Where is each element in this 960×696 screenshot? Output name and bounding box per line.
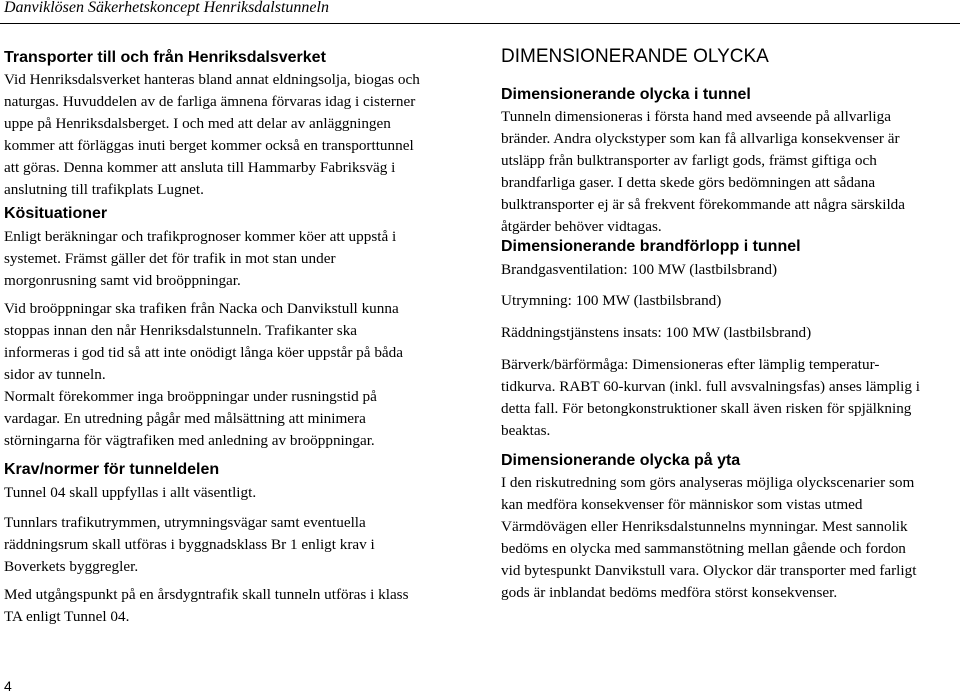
text-line: naturgas. Huvuddelen av de farliga ämnena förvaras idag i cisterner [4,93,416,110]
text-line: Tunneln dimensioneras i första hand med avseende på allvarliga [501,108,891,125]
paragraph-kosituationer-2 [4,298,403,386]
section-heading-brandforlopp: Dimensionerande brandförlopp i tunnel [501,238,801,255]
text-line: stoppas innan den når Henriksdalstunneln. Trafikanter ska [4,322,358,339]
text-line: åtgärder behöver vidtagas. [501,218,662,235]
text-line: sidor av tunneln. [4,366,106,383]
text-line: Utrymning: 100 MW (lastbilsbrand) [501,292,722,309]
text-line: att göras. Denna kommer att ansluta till Hammarby Fabriksväg i [4,159,396,176]
text-line: bedöms en olycka med sammanstötning mellan gående och fordon [501,540,906,557]
paragraph-olycka-yta [501,472,916,604]
main-heading-dimensionerande-olycka: DIMENSIONERANDE OLYCKA [501,46,769,67]
text-line: Boverkets byggregler. [4,558,139,575]
text-line: störningarna för vägtrafiken med anledning av broöppningar. [4,432,375,449]
text-line: morgonrusning samt vid broöppningar. [4,272,241,289]
text-line: Tunnel 04 skall uppfyllas i allt väsentligt. [4,484,257,501]
section-heading-krav: Krav/normer för tunneldelen [4,461,220,478]
paragraph-krav-3 [4,584,409,628]
paragraph-kosituationer-3 [4,386,377,452]
text-line: bränder. Andra olyckstyper som kan få allvarliga konsekvenser är [501,130,900,147]
text-line: anslutning till trafikplats Lugnet. [4,181,204,198]
paragraph-raddningstjanst [501,322,811,344]
section-heading-olycka-tunnel: Dimensionerande olycka i tunnel [501,86,751,103]
paragraph-transporter [4,69,420,201]
text-line: Tunnlars trafikutrymmen, utrymningsvägar samt eventuella [4,514,366,531]
text-line: vardagar. En utredning pågår med målsättning att minimera [4,410,366,427]
paragraph-olycka-tunnel [501,106,905,238]
text-line: gods är inblandat bedöms medföra störst konsekvenser. [501,584,838,601]
paragraph-utrymning [501,290,721,312]
text-line: TA enligt Tunnel 04. [4,608,130,625]
text-line: beaktas. [501,422,551,439]
section-heading-olycka-yta: Dimensionerande olycka på yta [501,452,741,469]
paragraph-barverk [501,354,920,442]
paragraph-krav-2 [4,512,375,578]
text-line: vid bytespunkt Danvikstull vara. Olyckor där transporter med farligt [501,562,917,579]
text-line: Bärverk/bärförmåga: Dimensioneras efter lämplig temperatur- [501,356,880,373]
header-rule [0,23,960,24]
text-line: Vid Henriksdalsverket hanteras bland annat eldningsolja, biogas och [4,71,420,88]
text-line: Normalt förekommer inga broöppningar under rusningstid på [4,388,377,405]
text-line: kan medföra konsekvenser för människor som vistas utmed [501,496,863,513]
text-line: tidkurva. RABT 60-kurvan (inkl. full avsvalningsfas) anses lämplig i [501,378,920,395]
text-line: informeras i god tid så att inte onödigt långa köer uppstår på båda [4,344,403,361]
text-line: uppe på Henriksdalsberget. I och med att delar av anläggningen [4,115,391,132]
text-line: kommer att förläggas inuti berget kommer också en transporttunnel [4,137,414,154]
text-line: Räddningstjänstens insats: 100 MW (lastbilsbrand) [501,324,812,341]
text-line: systemet. Främst gäller det för trafik in mot stan under [4,250,336,267]
text-line: bulktransporter ej är så frekvent förekommande att några särskilda [501,196,905,213]
text-line: Med utgångspunkt på en årsdygntrafik skall tunneln utföras i klass [4,586,409,603]
text-line: Värmdövägen eller Henriksdalstunnelns mynningar. Mest sannolik [501,518,908,535]
text-line: Vid broöppningar ska trafiken från Nacka och Danvikstull kunna [4,300,399,317]
paragraph-brandgasventilation [501,259,777,281]
section-heading-transporter: Transporter till och från Henriksdalsverket [4,49,326,66]
text-line: Brandgasventilation: 100 MW (lastbilsbrand) [501,261,777,278]
text-line: I den riskutredning som görs analyseras möjliga olyckscenarier som [501,474,915,491]
text-line: räddningsrum skall utföras i byggnadsklass Br 1 enligt krav i [4,536,375,553]
section-heading-kosituationer: Kösituationer [4,205,108,222]
paragraph-kosituationer-1 [4,226,396,292]
text-line: Enligt beräkningar och trafikprognoser kommer köer att uppstå i [4,228,397,245]
text-line: brandfarliga gaser. I detta skede görs bedömningen att sådana [501,174,876,191]
running-header: Danviklösen Säkerhetskoncept Henriksdalstunneln [4,0,329,16]
text-line: detta fall. För betongkonstruktioner skall även risken för spjälkning [501,400,912,417]
text-line: utsläpp från bulktransporter av farligt gods, främst giftiga och [501,152,877,169]
page-number: 4 [4,678,12,694]
paragraph-krav-1 [4,482,256,504]
